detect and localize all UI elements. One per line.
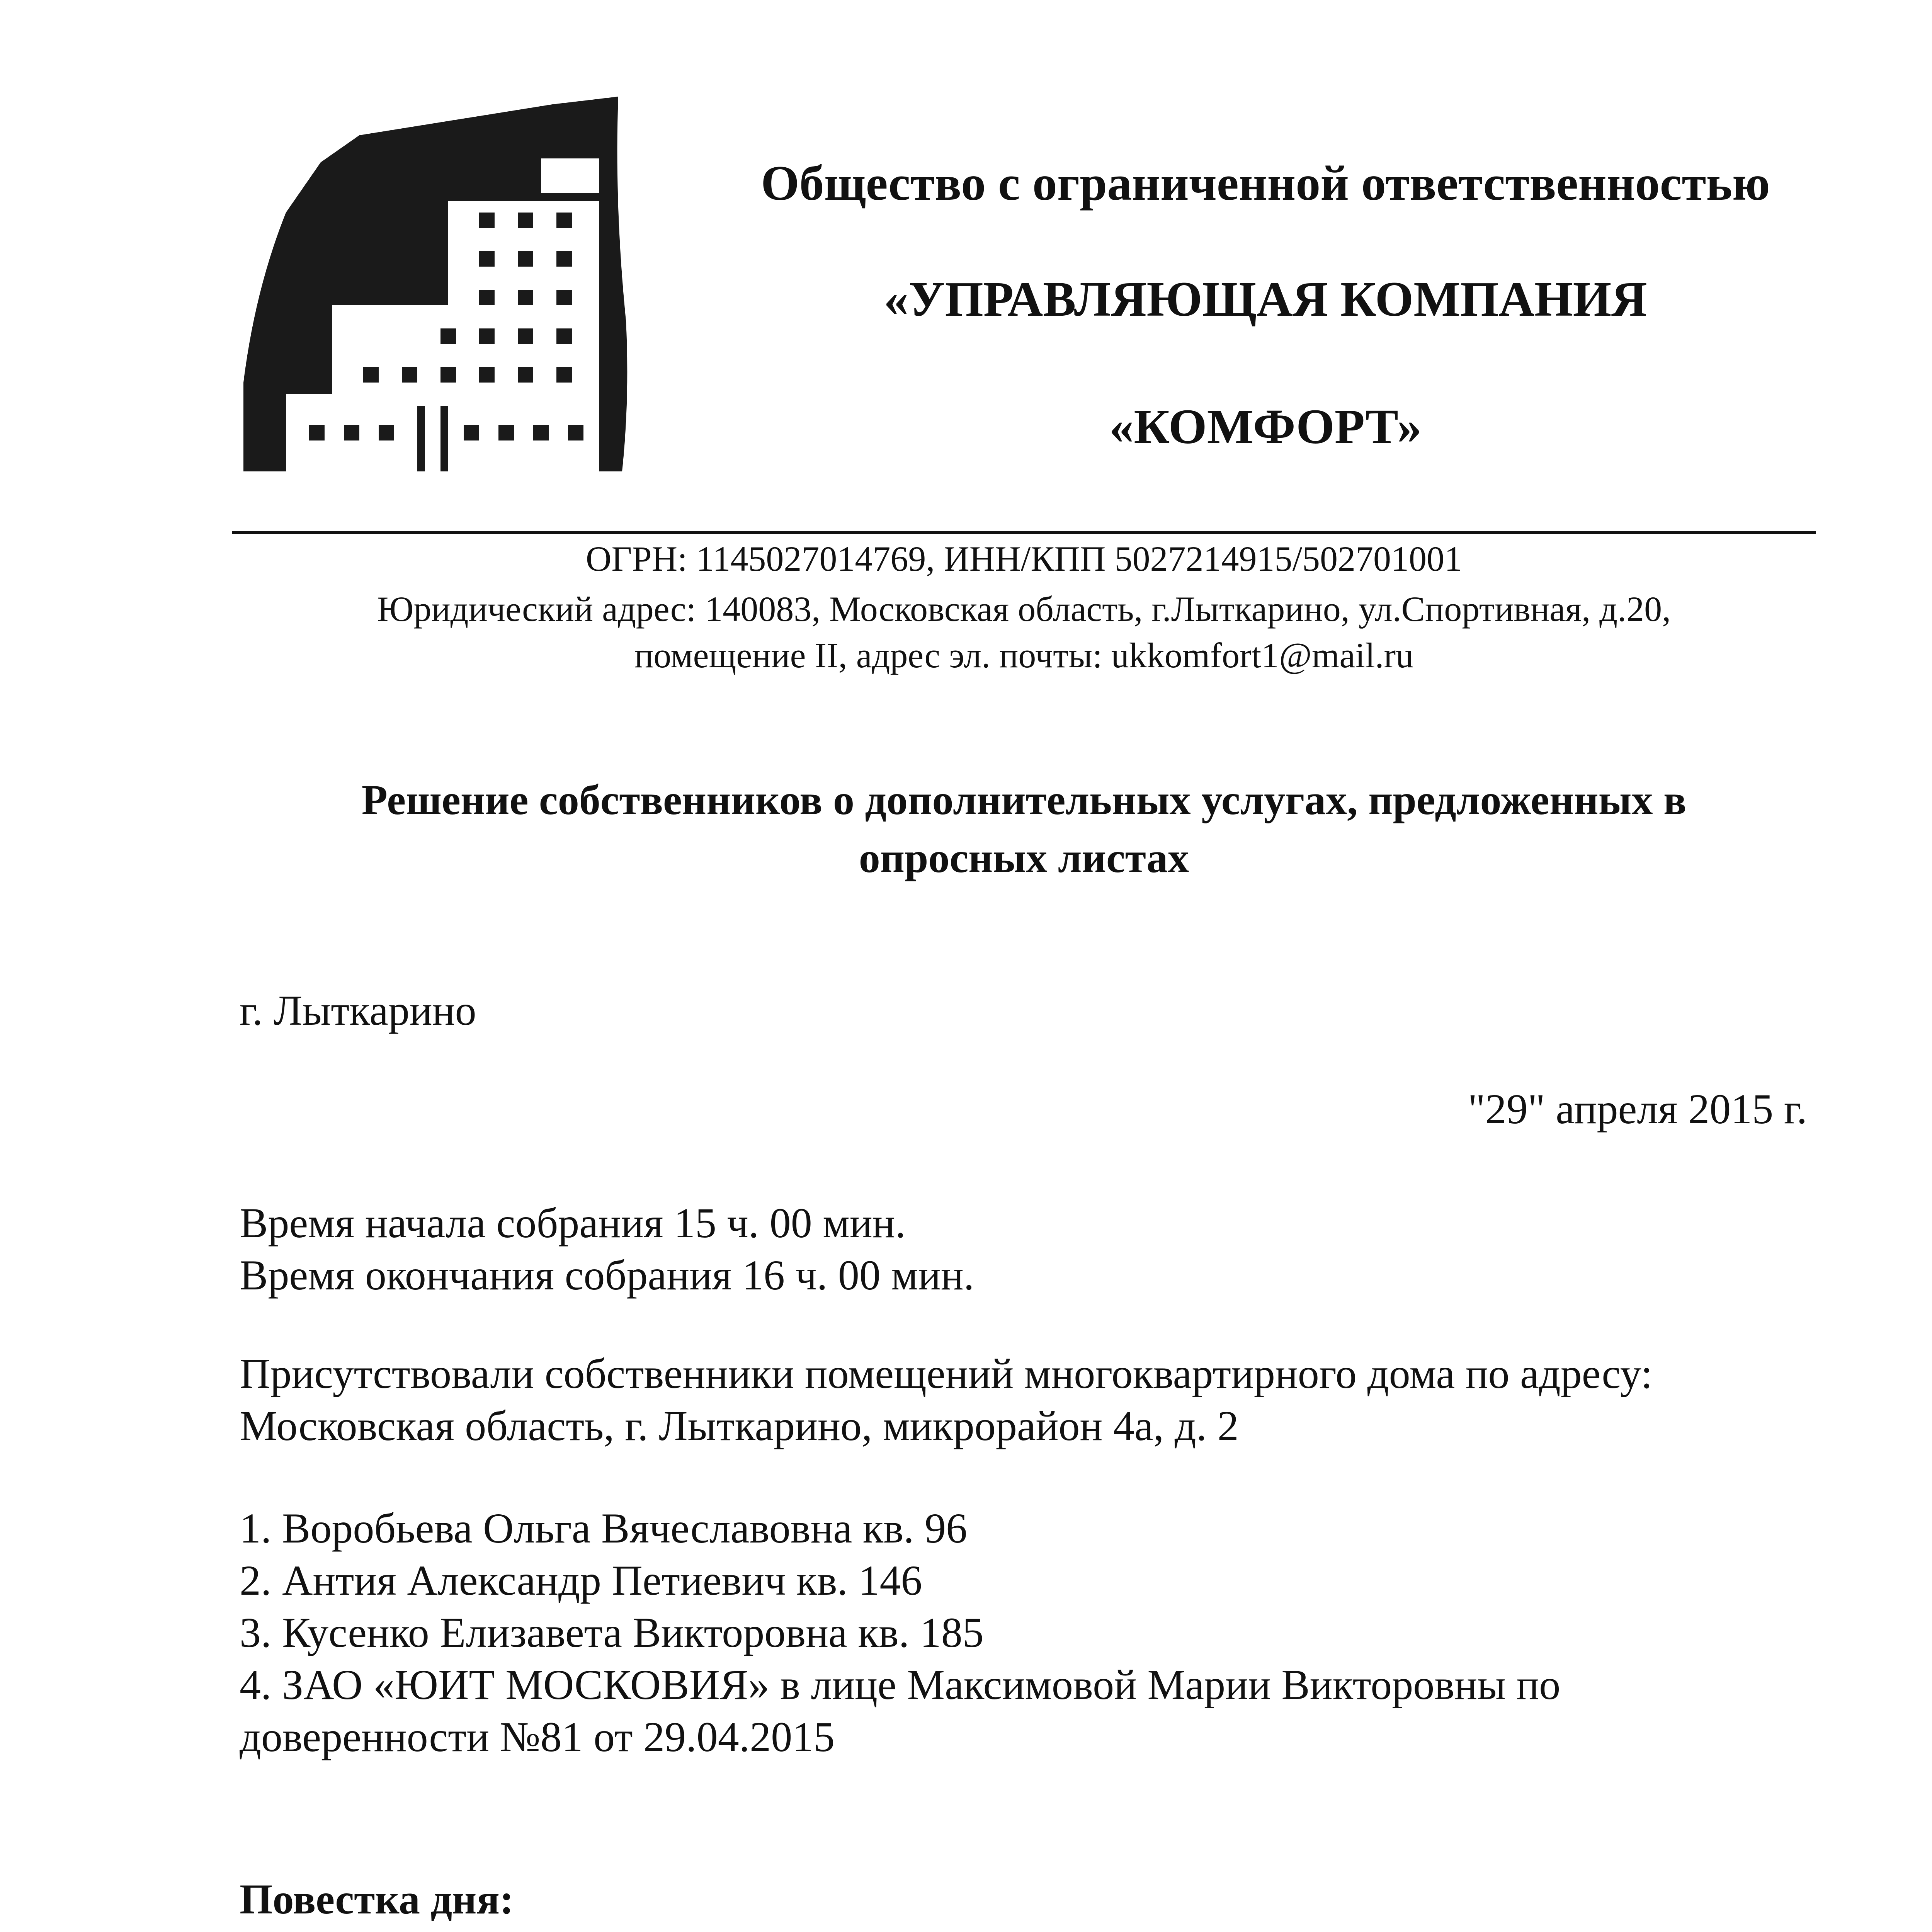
meeting-start-time: Время начала собрания 15 ч. 00 мин. [240, 1199, 906, 1247]
header-divider [232, 531, 1816, 534]
company-name-line2: «УПРАВЛЯЮЩАЯ КОМПАНИЯ [884, 272, 1647, 327]
company-logo [232, 89, 649, 471]
building-logo-icon [232, 89, 649, 471]
document-city: г. Лыткарино [240, 987, 476, 1034]
document-date: "29" апреля 2015 г. [1468, 1085, 1807, 1133]
attendees-intro: Присутствовали собственники помещений многоквартирного дома по адресу: [240, 1350, 1653, 1397]
company-name-line1: Общество с ограниченной ответственностью [761, 156, 1770, 211]
meeting-end-time: Время окончания собрания 16 ч. 00 мин. [240, 1252, 975, 1299]
document-title-line1: Решение собственников о дополнительных услугах, предложенных в [361, 776, 1687, 823]
attendee-item: 4. ЗАО «ЮИТ МОСКОВИЯ» в лице Максимовой Марии Викторовны по [240, 1661, 1561, 1708]
company-requisites: ОГРН: 1145027014769, ИНН/КПП 5027214915/502701001 [585, 539, 1463, 578]
company-name-line3: «КОМФОРТ» [1109, 399, 1422, 454]
attendee-item-continued: доверенности №81 от 29.04.2015 [240, 1713, 835, 1760]
attendee-item: 2. Антия Александр Петиевич кв. 146 [240, 1557, 922, 1604]
legal-address: Юридический адрес: 140083, Московская область, г.Лыткарино, ул.Спортивная, д.20, [377, 589, 1671, 629]
attendee-item: 3. Кусенко Елизавета Викторовна кв. 185 [240, 1609, 984, 1656]
address-email: помещение II, адрес эл. почты: ukkomfort1@mail.ru [634, 636, 1414, 675]
agenda-heading: Повестка дня: [240, 1876, 514, 1923]
document-title-line2: опросных листах [859, 834, 1189, 881]
attendee-item: 1. Воробьева Ольга Вячеславовна кв. 96 [240, 1505, 968, 1552]
meeting-address: Московская область, г. Лыткарино, микрорайон 4а, д. 2 [240, 1402, 1239, 1449]
